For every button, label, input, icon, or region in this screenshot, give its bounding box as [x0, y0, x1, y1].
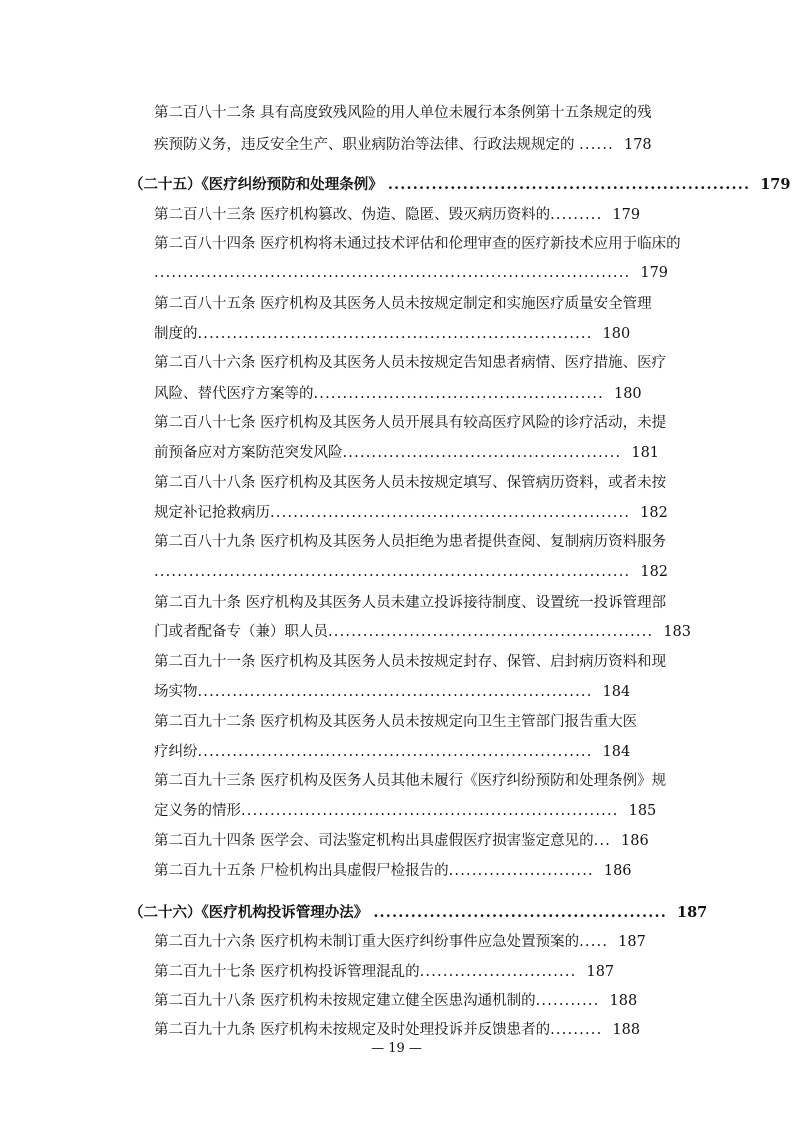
toc-section-25: （二十五）《医疗纠纷预防和处理条例》 .......................................................... 179 — [129, 176, 791, 193]
toc-entry-282-line2: 疾预防义务，违反安全生产、职业病防治等法律、行政法规规定的 ...... 178 — [154, 137, 652, 153]
toc-entry-291-line2: 场实物.................................................................... 184 — [154, 684, 631, 700]
toc-entry-282-line1: 第二百八十二条 具有高度致残风险的用人单位未履行本条例第十五条规定的残 — [154, 105, 652, 121]
toc-entry-285-line2: 制度的.................................................................... 180 — [154, 326, 631, 342]
toc-entry-293-line1: 第二百九十三条 医疗机构及医务人员其他未履行《医疗纠纷预防和处理条例》规 — [154, 773, 667, 789]
toc-entry-292-line2: 疗纠纷.................................................................... 184 — [154, 744, 631, 760]
toc-entry-295: 第二百九十五条 尸检机构出具虚假尸检报告的......................... 186 — [154, 863, 632, 879]
page-number: 183 — [663, 624, 691, 640]
toc-entry-289-line2: .................................................................................. 182 — [154, 564, 669, 580]
toc-entry-283: 第二百八十三条 医疗机构篡改、伪造、隐匿、毁灭病历资料的......... 179 — [154, 207, 641, 223]
page-number: 187 — [586, 964, 615, 980]
toc-entry-288-line1: 第二百八十八条 医疗机构及其医务人员未按规定填写、保管病历资料，或者未按 — [154, 475, 667, 491]
toc-entry-293-line2: 定义务的情形................................................................. 185 — [154, 803, 657, 819]
toc-entry-289-line1: 第二百八十九条 医疗机构及其医务人员拒绝为患者提供查阅、复制病历资料服务 — [154, 534, 667, 550]
page-number: 187 — [676, 904, 708, 921]
page-number: 187 — [618, 934, 646, 950]
toc-entry-284-line1: 第二百八十四条 医疗机构将未通过技术评估和伦理审查的医疗新技术应用于临床的 — [154, 236, 681, 252]
toc-entry-290-line1: 第二百九十条 医疗机构及其医务人员未建立投诉接待制度、设置统一投诉管理部 — [154, 595, 667, 611]
page-number: 185 — [628, 803, 657, 819]
page-number: 178 — [623, 137, 652, 153]
toc-entry-284-line2: .................................................................................. 179 — [154, 265, 669, 281]
page-number: 182 — [640, 505, 668, 521]
page-number: 180 — [613, 386, 642, 402]
page-footer-number: — 19 — — [371, 1041, 422, 1056]
toc-entry-285-line1: 第二百八十五条 医疗机构及其医务人员未按规定制定和实施医疗质量安全管理 — [154, 296, 652, 312]
page-number: 180 — [602, 326, 631, 342]
page-number: 186 — [621, 833, 649, 849]
toc-entry-287-line1: 第二百八十七条 医疗机构及其医务人员开展具有较高医疗风险的诊疗活动，未提 — [154, 415, 667, 431]
page-number: 179 — [640, 265, 669, 281]
toc-section-26: （二十六）《医疗机构投诉管理办法》 ............................................... 187 — [129, 904, 708, 921]
page-number: 184 — [602, 684, 631, 700]
toc-entry-288-line2: 规定补记抢救病历.............................................................. 182 — [154, 505, 668, 521]
toc-entry-290-line2: 门或者配备专（兼）职人员........................................................ 183 — [154, 624, 691, 640]
page-number: 184 — [602, 744, 631, 760]
page-number: 188 — [609, 993, 638, 1009]
toc-entry-299: 第二百九十九条 医疗机构未按规定及时处理投诉并反馈患者的......... 188 — [154, 1022, 641, 1038]
toc-entry-291-line1: 第二百九十一条 医疗机构及其医务人员未按规定封存、保管、启封病历资料和现 — [154, 654, 667, 670]
page-number: 179 — [612, 207, 641, 223]
page-number: 186 — [603, 863, 632, 879]
toc-entry-298: 第二百九十八条 医疗机构未按规定建立健全医患沟通机制的........... 188 — [154, 993, 638, 1009]
toc-entry-294: 第二百九十四条 医学会、司法鉴定机构出具虚假医疗损害鉴定意见的... 186 — [154, 833, 649, 849]
toc-entry-296: 第二百九十六条 医疗机构未制订重大医疗纠纷事件应急处置预案的..... 187 — [154, 934, 646, 950]
page-number: 182 — [640, 564, 669, 580]
page-number: 179 — [760, 176, 791, 193]
toc-entry-292-line1: 第二百九十二条 医疗机构及其医务人员未按规定向卫生主管部门报告重大医 — [154, 714, 638, 730]
page-number: 181 — [631, 445, 660, 461]
toc-entry-286-line2: 风险、替代医疗方案等的.................................................. 180 — [154, 386, 642, 402]
toc-entry-287-line2: 前预备应对方案防范突发风险................................................ 181 — [154, 445, 660, 461]
toc-entry-297: 第二百九十七条 医疗机构投诉管理混乱的........................... 187 — [154, 964, 615, 980]
page-number: 188 — [612, 1022, 641, 1038]
toc-entry-286-line1: 第二百八十六条 医疗机构及其医务人员未按规定告知患者病情、医疗措施、医疗 — [154, 355, 667, 371]
